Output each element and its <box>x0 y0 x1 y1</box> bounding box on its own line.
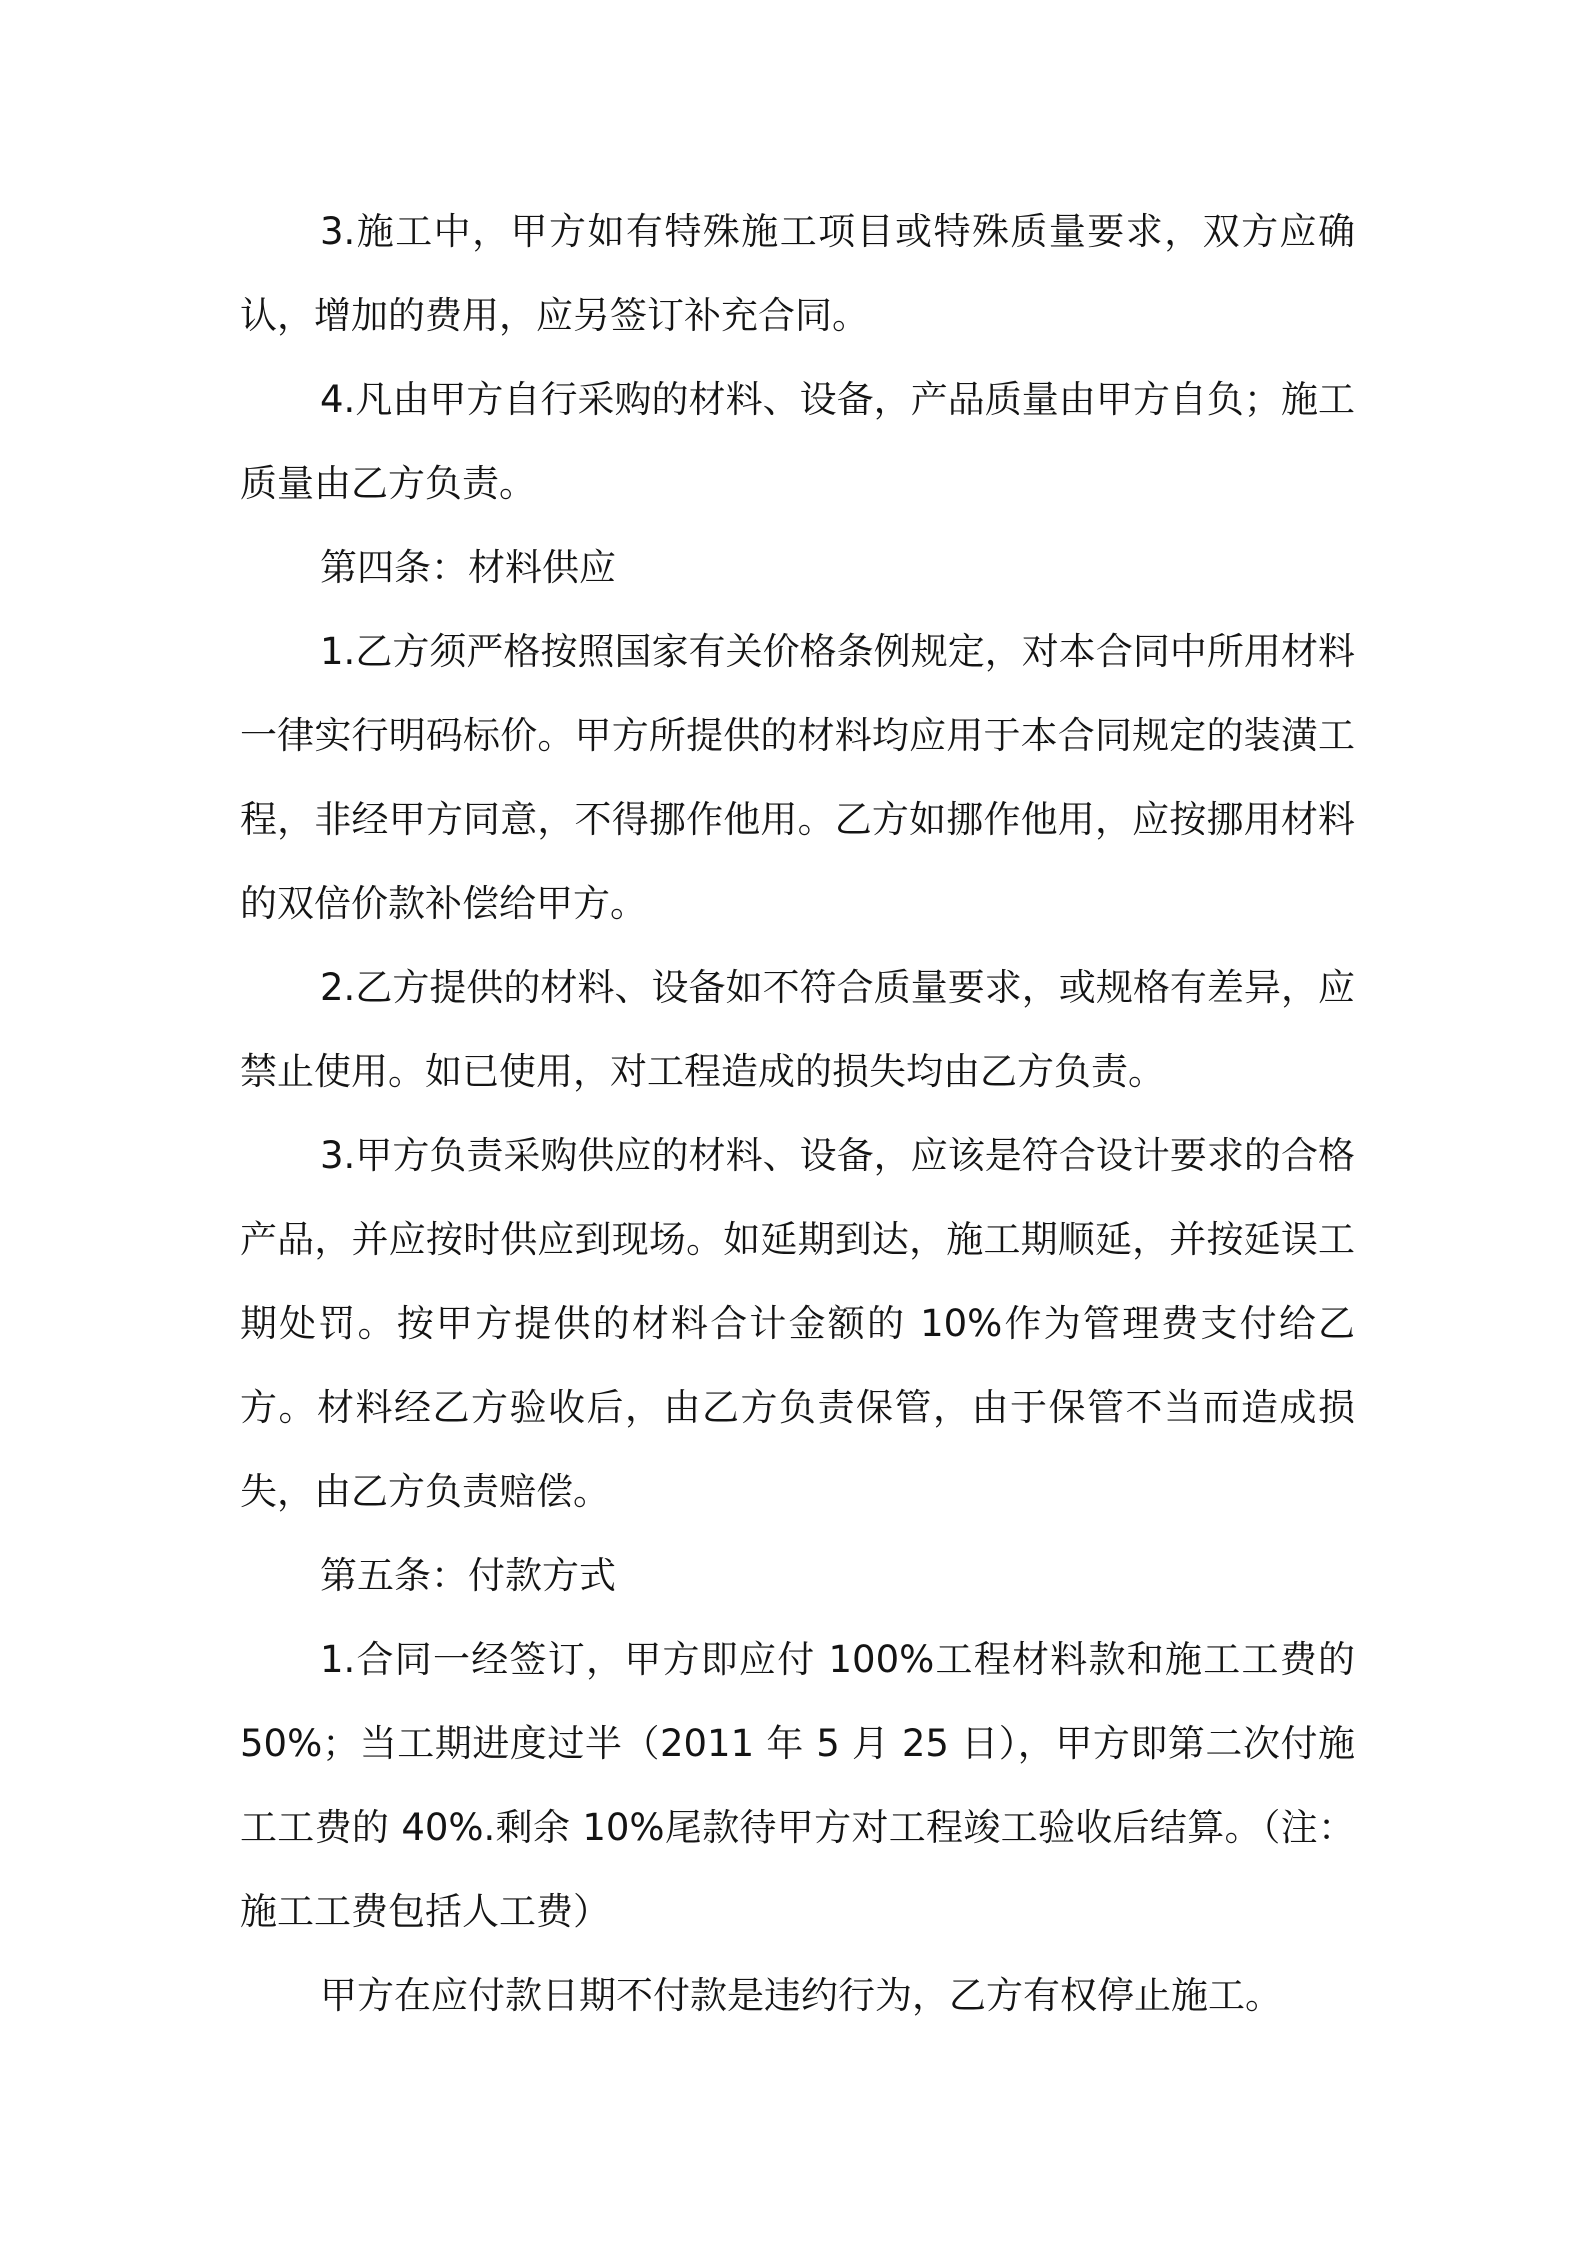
article-4-item-2: 2.乙方提供的材料、设备如不符合质量要求，或规格有差异，应禁止使用。如已使用，对工程造成的损失均由乙方负责。 <box>240 966 1355 1093</box>
article-4-item-3: 3.甲方负责采购供应的材料、设备，应该是符合设计要求的合格产品，并应按时供应到现场。如延期到达，施工期顺延，并按延误工期处罚。按甲方提供的材料合计金额的 10%作为管理费支付给乙方。材料经乙方验收后，由乙方负责保管，由于保管不当而造成损失，由乙方负责赔偿。 <box>240 1134 1355 1513</box>
article-5-item-1: 1.合同一经签订，甲方即应付 100%工程材料款和施工工费的 50%；当工期进度过半（2011 年 5 月 25 日），甲方即第二次付施工工费的 40%.剩余 10%尾款待甲方对工程竣工验收后结算。（注：施工工费包括人工费） <box>240 1638 1355 1933</box>
article-4-heading: 第四条：材料供应 <box>320 546 616 589</box>
clause-3-special-requirements: 3.施工中，甲方如有特殊施工项目或特殊质量要求，双方应确认，增加的费用，应另签订补充合同。 <box>240 210 1355 337</box>
document-body <box>240 190 1355 2038</box>
clause-4-owner-purchased-materials: 4.凡由甲方自行采购的材料、设备，产品质量由甲方自负；施工质量由乙方负责。 <box>240 378 1355 505</box>
payment-default-clause: 甲方在应付款日期不付款是违约行为，乙方有权停止施工。 <box>320 1974 1282 2017</box>
article-4-item-1: 1.乙方须严格按照国家有关价格条例规定，对本合同中所用材料一律实行明码标价。甲方所提供的材料均应用于本合同规定的装潢工程，非经甲方同意，不得挪作他用。乙方如挪作他用，应按挪用材料的双倍价款补偿给甲方。 <box>240 630 1355 925</box>
article-5-heading: 第五条：付款方式 <box>320 1554 616 1597</box>
